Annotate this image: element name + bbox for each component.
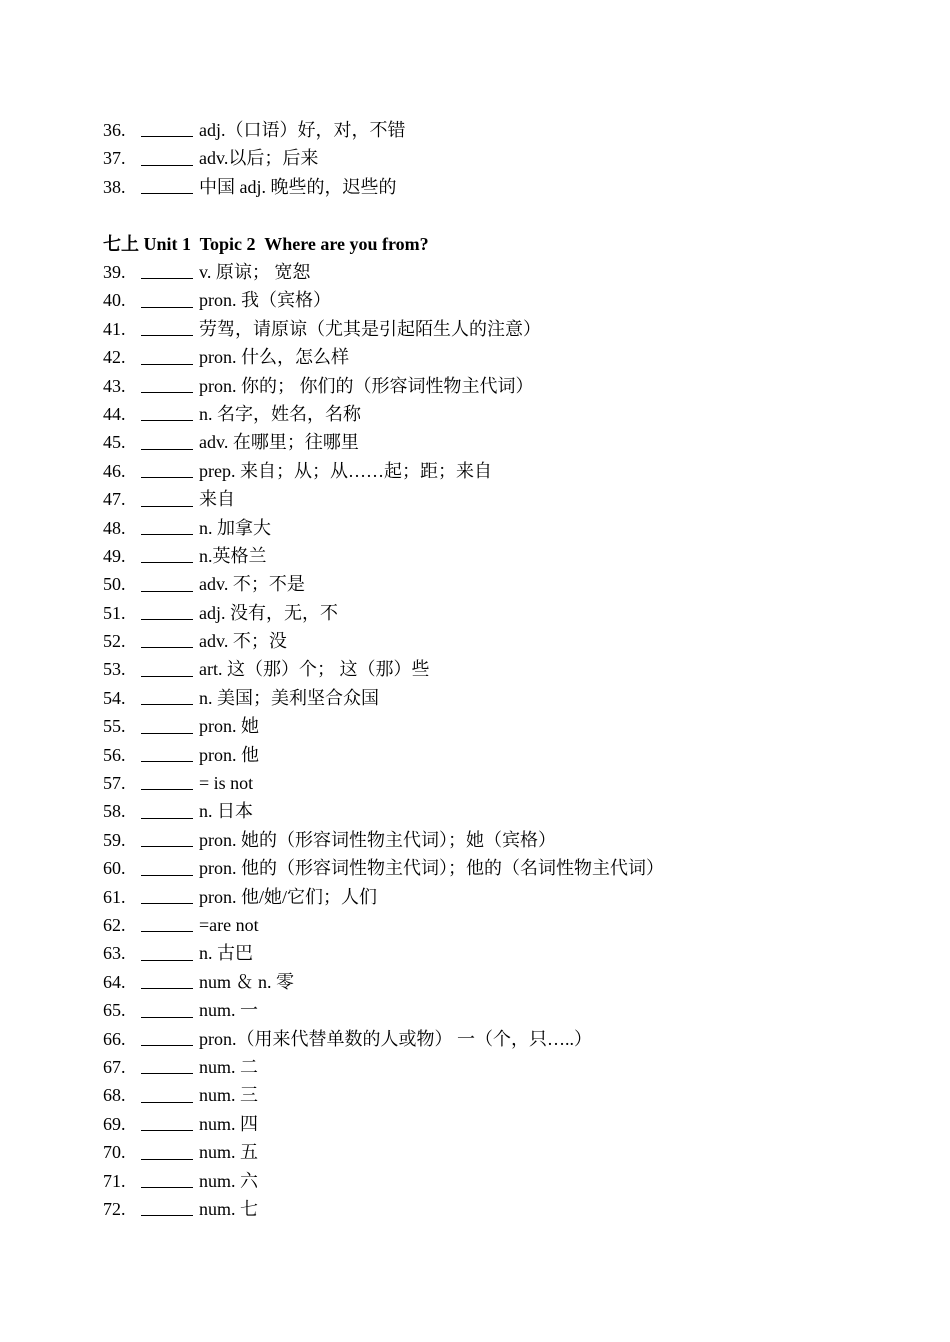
entry-definition: num. 六 bbox=[199, 1170, 259, 1191]
vocab-entry bbox=[103, 684, 863, 712]
entry-number: 54. bbox=[103, 687, 126, 708]
entry-number: 72. bbox=[103, 1198, 126, 1219]
entry-definition: num. 三 bbox=[199, 1085, 259, 1106]
vocab-entry bbox=[103, 514, 863, 542]
answer-blank[interactable] bbox=[141, 400, 193, 428]
vocab-entry bbox=[103, 655, 863, 683]
vocab-entry bbox=[103, 1167, 863, 1195]
answer-blank[interactable] bbox=[141, 826, 193, 854]
vocab-entry bbox=[103, 144, 863, 172]
entry-number: 42. bbox=[103, 347, 126, 368]
entry-number: 45. bbox=[103, 432, 126, 453]
entry-definition: num. 二 bbox=[199, 1056, 259, 1077]
entry-definition: num. 五 bbox=[199, 1142, 259, 1163]
vocab-entry bbox=[103, 1138, 863, 1166]
vocab-entry bbox=[103, 712, 863, 740]
vocab-entry bbox=[103, 542, 863, 570]
entry-number: 52. bbox=[103, 631, 126, 652]
answer-blank[interactable] bbox=[141, 712, 193, 740]
vocab-entry bbox=[103, 968, 863, 996]
entry-definition: n.英格兰 bbox=[199, 545, 267, 566]
entry-number: 38. bbox=[103, 176, 126, 197]
entry-definition: 中国 adj. 晚些的，迟些的 bbox=[199, 176, 397, 197]
answer-blank[interactable] bbox=[141, 854, 193, 882]
vocab-list-main bbox=[103, 258, 863, 1223]
entry-number: 44. bbox=[103, 403, 126, 424]
entry-definition: adv. 不；没 bbox=[199, 631, 287, 652]
entry-number: 68. bbox=[103, 1085, 126, 1106]
vocab-entry bbox=[103, 1025, 863, 1053]
vocab-entry bbox=[103, 428, 863, 456]
vocab-entry bbox=[103, 599, 863, 627]
answer-blank[interactable] bbox=[141, 797, 193, 825]
entry-definition: num. 七 bbox=[199, 1198, 259, 1219]
answer-blank[interactable] bbox=[141, 968, 193, 996]
entry-definition: v. 原谅； 宽恕 bbox=[199, 262, 311, 282]
entry-number: 60. bbox=[103, 858, 126, 879]
entry-number: 40. bbox=[103, 290, 126, 311]
answer-blank[interactable] bbox=[141, 485, 193, 513]
answer-blank[interactable] bbox=[141, 655, 193, 683]
vocab-entry bbox=[103, 315, 863, 343]
vocab-entry bbox=[103, 627, 863, 655]
answer-blank[interactable] bbox=[141, 599, 193, 627]
answer-blank[interactable] bbox=[141, 542, 193, 570]
answer-blank[interactable] bbox=[141, 457, 193, 485]
entry-definition: num. 一 bbox=[199, 1000, 259, 1021]
entry-definition: n. 名字，姓名，名称 bbox=[199, 403, 361, 424]
entry-definition: pron. 她 bbox=[199, 716, 259, 737]
entry-number: 51. bbox=[103, 602, 126, 623]
vocab-entry bbox=[103, 996, 863, 1024]
answer-blank[interactable] bbox=[141, 684, 193, 712]
vocab-entry bbox=[103, 1110, 863, 1138]
entry-definition: adj. 没有，无，不 bbox=[199, 602, 338, 623]
entry-definition: = is not bbox=[199, 773, 254, 794]
vocab-entry bbox=[103, 797, 863, 825]
entry-number: 39. bbox=[103, 262, 126, 282]
entry-definition: pron. 他 bbox=[199, 744, 259, 765]
vocab-entry bbox=[103, 769, 863, 797]
entry-definition: n. 日本 bbox=[199, 801, 253, 822]
answer-blank[interactable] bbox=[141, 1110, 193, 1138]
entry-number: 49. bbox=[103, 545, 126, 566]
entry-number: 37. bbox=[103, 148, 126, 169]
answer-blank[interactable] bbox=[141, 1167, 193, 1195]
answer-blank[interactable] bbox=[141, 286, 193, 314]
answer-blank[interactable] bbox=[141, 769, 193, 797]
answer-blank[interactable] bbox=[141, 258, 193, 286]
entry-definition: pron. 你的； 你们的（形容词性物主代词） bbox=[199, 375, 534, 396]
entry-number: 53. bbox=[103, 659, 126, 680]
entry-number: 63. bbox=[103, 943, 126, 964]
entry-definition: 劳驾，请原谅（尤其是引起陌生人的注意） bbox=[199, 318, 541, 339]
answer-blank[interactable] bbox=[141, 911, 193, 939]
answer-blank[interactable] bbox=[141, 883, 193, 911]
entry-number: 46. bbox=[103, 460, 126, 481]
entry-definition: pron.（用来代替单数的人或物） 一（个，只…..） bbox=[199, 1028, 592, 1049]
section-heading: 七上 Unit 1 Topic 2 Where are you from? bbox=[103, 234, 429, 254]
answer-blank[interactable] bbox=[141, 343, 193, 371]
vocab-list-top bbox=[103, 116, 863, 201]
entry-number: 67. bbox=[103, 1056, 126, 1077]
entry-number: 41. bbox=[103, 318, 126, 339]
vocab-entry bbox=[103, 1081, 863, 1109]
answer-blank[interactable] bbox=[141, 1025, 193, 1053]
vocab-entry bbox=[103, 883, 863, 911]
answer-blank[interactable] bbox=[141, 173, 193, 201]
answer-blank[interactable] bbox=[141, 996, 193, 1024]
entry-definition: pron. 他的（形容词性物主代词）；他的（名词性物主代词） bbox=[199, 858, 664, 879]
entry-number: 64. bbox=[103, 971, 126, 992]
vocab-entry bbox=[103, 1053, 863, 1081]
entry-number: 47. bbox=[103, 489, 126, 510]
entry-definition: prep. 来自；从；从……起；距；来自 bbox=[199, 460, 492, 481]
entry-number: 50. bbox=[103, 574, 126, 595]
answer-blank[interactable] bbox=[141, 116, 193, 144]
entry-number: 48. bbox=[103, 517, 126, 538]
entry-definition: n. 美国；美利坚合众国 bbox=[199, 687, 379, 708]
answer-blank[interactable] bbox=[141, 570, 193, 598]
answer-blank[interactable] bbox=[141, 1081, 193, 1109]
vocab-entry bbox=[103, 457, 863, 485]
entry-definition: num. 四 bbox=[199, 1113, 259, 1134]
entry-definition: =are not bbox=[199, 914, 259, 935]
answer-blank[interactable] bbox=[141, 1138, 193, 1166]
entry-definition: adj.（口语）好，对，不错 bbox=[199, 120, 406, 140]
vocab-entry bbox=[103, 286, 863, 314]
entry-number: 61. bbox=[103, 886, 126, 907]
entry-definition: n. 古巴 bbox=[199, 943, 253, 964]
vocab-entry bbox=[103, 939, 863, 967]
entry-definition: adv. 不；不是 bbox=[199, 574, 305, 595]
vocab-entry bbox=[103, 854, 863, 882]
vocab-entry bbox=[103, 372, 863, 400]
answer-blank[interactable] bbox=[141, 144, 193, 172]
entry-number: 56. bbox=[103, 744, 126, 765]
vocab-entry bbox=[103, 570, 863, 598]
vocab-entry bbox=[103, 741, 863, 769]
vocab-entry bbox=[103, 400, 863, 428]
vocab-entry bbox=[103, 911, 863, 939]
entry-definition: pron. 我（宾格） bbox=[199, 290, 331, 311]
vocab-entry bbox=[103, 116, 863, 144]
entry-definition: pron. 他/她/它们；人们 bbox=[199, 886, 377, 907]
entry-number: 58. bbox=[103, 801, 126, 822]
entry-number: 57. bbox=[103, 773, 126, 794]
vocab-entry bbox=[103, 258, 863, 286]
entry-number: 62. bbox=[103, 914, 126, 935]
entry-definition: art. 这（那）个； 这（那）些 bbox=[199, 659, 430, 680]
answer-blank[interactable] bbox=[141, 428, 193, 456]
entry-number: 66. bbox=[103, 1028, 126, 1049]
entry-number: 65. bbox=[103, 1000, 126, 1021]
entry-number: 70. bbox=[103, 1142, 126, 1163]
entry-number: 43. bbox=[103, 375, 126, 396]
entry-number: 55. bbox=[103, 716, 126, 737]
entry-definition: pron. 什么，怎么样 bbox=[199, 347, 349, 368]
answer-blank[interactable] bbox=[141, 315, 193, 343]
answer-blank[interactable] bbox=[141, 1053, 193, 1081]
vocab-entry bbox=[103, 343, 863, 371]
entry-definition: pron. 她的（形容词性物主代词）；她（宾格） bbox=[199, 829, 556, 850]
vocab-entry bbox=[103, 1195, 863, 1223]
entry-number: 36. bbox=[103, 120, 126, 140]
entry-number: 69. bbox=[103, 1113, 126, 1134]
answer-blank[interactable] bbox=[141, 372, 193, 400]
answer-blank[interactable] bbox=[141, 514, 193, 542]
vocab-entry bbox=[103, 173, 863, 201]
vocab-entry bbox=[103, 826, 863, 854]
answer-blank[interactable] bbox=[141, 1195, 193, 1223]
answer-blank[interactable] bbox=[141, 627, 193, 655]
vocab-entry bbox=[103, 485, 863, 513]
entry-number: 71. bbox=[103, 1170, 126, 1191]
entry-number: 59. bbox=[103, 829, 126, 850]
entry-definition: num ＆ n. 零 bbox=[199, 971, 295, 992]
entry-definition: adv.以后；后来 bbox=[199, 148, 319, 169]
entry-definition: adv. 在哪里；往哪里 bbox=[199, 432, 359, 453]
answer-blank[interactable] bbox=[141, 939, 193, 967]
entry-definition: 来自 bbox=[199, 489, 235, 510]
entry-definition: n. 加拿大 bbox=[199, 517, 271, 538]
answer-blank[interactable] bbox=[141, 741, 193, 769]
